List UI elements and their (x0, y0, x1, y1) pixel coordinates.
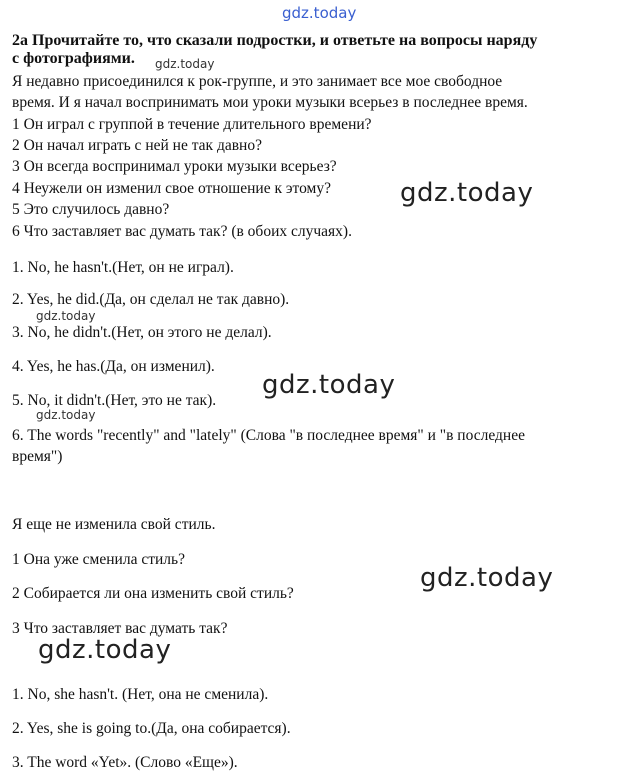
section2-question-3: 3 Что заставляет вас думать так? (12, 620, 228, 637)
section2-question-1: 1 Она уже сменила стиль? (12, 551, 185, 568)
section1-answer-6: 6. The words "recently" and "lately" (Слова "в последнее время" и "в последнее (12, 427, 525, 444)
section1-question-3: 3 Он всегда воспринимал уроки музыки всерьез? (12, 158, 337, 175)
section2-answer-2: 2. Yes, she is going to.(Да, она собирается). (12, 720, 291, 737)
section1-answer-6-cont: время") (12, 448, 63, 465)
watermark-large: gdz.today (262, 370, 396, 400)
section1-answer-2: 2. Yes, he did.(Да, он сделал не так давно). (12, 291, 290, 308)
section1-question-6: 6 Что заставляет вас думать так? (в обоих случаях). (12, 223, 352, 240)
watermark-large: gdz.today (420, 563, 554, 593)
watermark-small: gdz.today (155, 57, 215, 71)
section1-text-line-1: Я недавно присоединился к рок-группе, и это занимает все мое свободное (12, 73, 503, 90)
section2-answer-1: 1. No, she hasn't. (Нет, она не сменила). (12, 686, 269, 703)
watermark-small: gdz.today (36, 408, 96, 422)
section1-answer-1: 1. No, he hasn't.(Нет, он не играл). (12, 259, 234, 276)
task-title-line-2: с фотографиями. (12, 50, 135, 67)
section1-answer-3: 3. No, he didn't.(Нет, он этого не делал). (12, 324, 272, 341)
task-title-line-1: 2a Прочитайте то, что сказали подростки, и ответьте на вопросы наряду (12, 32, 538, 49)
section2-question-2: 2 Собирается ли она изменить свой стиль? (12, 585, 294, 602)
watermark-top: gdz.today (282, 4, 357, 22)
section1-question-1: 1 Он играл с группой в течение длительного времени? (12, 116, 372, 133)
section1-answer-5: 5. No, it didn't.(Нет, это не так). (12, 392, 217, 409)
section1-question-5: 5 Это случилось давно? (12, 201, 170, 218)
section1-question-2: 2 Он начал играть с ней не так давно? (12, 137, 262, 154)
watermark-small: gdz.today (36, 309, 96, 323)
watermark-large: gdz.today (400, 178, 534, 208)
section1-text-line-2: время. И я начал воспринимать мои уроки музыки всерьез в последнее время. (12, 94, 528, 111)
section2-text: Я еще не изменила свой стиль. (12, 516, 216, 533)
section1-question-4: 4 Неужели он изменил свое отношение к этому? (12, 180, 331, 197)
watermark-large: gdz.today (38, 635, 172, 665)
section2-answer-3: 3. The word «Yet». (Слово «Еще»). (12, 754, 238, 771)
section1-answer-4: 4. Yes, he has.(Да, он изменил). (12, 358, 215, 375)
